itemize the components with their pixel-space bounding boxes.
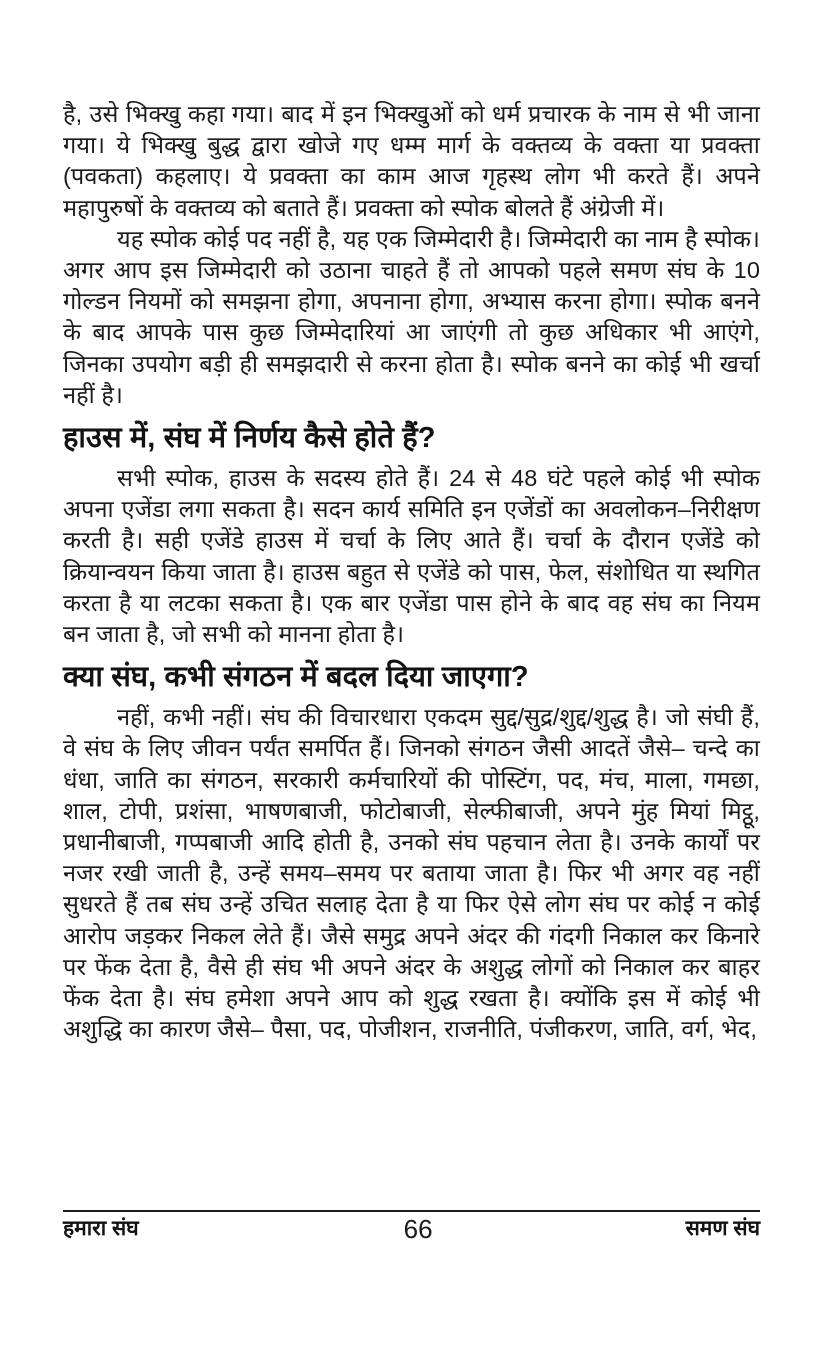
paragraph-house-agenda-process: सभी स्पोक, हाउस के सदस्य होते हैं। 24 से 48 घंटे पहले कोई भी स्पोक अपना एजेंडा लगा सकता है। सदन कार्य समिति इन एजेंडों का अवलोकन–निरीक्षण करती है। सही एजेंडे हाउस में चर्चा के लिए आते हैं। चर्चा के दौरान एजेंडे को क्रियान्वयन किया जाता है। हाउस बहुत से एजेंडे को पास, फेल, संशोधित या स्थगित करता है या लटका सकता है। एक बार एजेंडा पास होने के बाद वह संघ का नियम बन जाता है, जो सभी को मानना होता है। xyxy=(63,465,760,648)
footer-left-title: हमारा संघ xyxy=(63,1217,139,1240)
page-body-text xyxy=(63,99,760,1045)
page-number: 66 xyxy=(403,1214,433,1244)
paragraph-spoke-responsibility: यह स्पोक कोई पद नहीं है, यह एक जिम्मेदारी है। जिम्मेदारी का नाम है स्पोक। अगर आप इस जिम्मेदारी को उठाना चाहते हैं तो आपको पहले समण संघ के 10 गोल्डन नियमों को समझना होगा, अपनाना होगा, अभ्यास करना होगा। स्पोक बनने के बाद आपके पास कुछ जिम्मेदारियां आ जाएंगी तो कुछ अधिकार भी आएंगे, जिनका उपयोग बड़ी ही समझदारी से करना होता है। स्पोक बनने का कोई भी खर्चा नहीं है। xyxy=(63,225,760,408)
page-footer xyxy=(63,1210,760,1243)
footer-right-title: समण संघ xyxy=(685,1217,760,1240)
paragraph-continued-from-previous-page: है, उसे भिक्खु कहा गया। बाद में इन भिक्खुओं को धर्म प्रचारक के नाम से भी जाना गया। ये भिक्खु बुद्ध द्वारा खोजे गए धम्म मार्ग के वक्तव्य के वक्ता या प्रवक्ता (पवकता) कहलाए। ये प्रवक्ता का काम आज गृहस्थ लोग भी करते हैं। अपने महापुरुषों के वक्तव्य को बताते हैं। प्रवक्ता को स्पोक बोलते हैं अंग्रेजी में। xyxy=(63,101,760,221)
section-heading-house-decisions: हाउस में, संघ में निर्णय कैसे होते हैं? xyxy=(63,422,436,455)
paragraph-sangh-purity: नहीं, कभी नहीं। संघ की विचारधारा एकदम सुद्द/सुद्र/शुद्द/शुद्ध है। जो संघी हैं, वे संघ के लिए जीवन पर्यंत समर्पित हैं। जिनको संगठन जैसी आदतें जैसे– चन्दे का धंधा, जाति का संगठन, सरकारी कर्मचारियों की पोस्टिंग, पद, मंच, माला, गमछा, शाल, टोपी, प्रशंसा, भाषणबाजी, फोटोबाजी, सेल्फीबाजी, अपने मुंह मियां मिट्ठू, प्रधानीबाजी, गप्पबाजी आदि होती है, उनको संघ पहचान लेता है। उनके कार्यों पर नजर रखी जाती है, उन्हें समय–समय पर बताया जाता है। फिर भी अगर वह नहीं सुधरते हैं तब संघ उन्हें उचित सलाह देता है या फिर ऐसे लोग संघ पर कोई न कोई आरोप जड़कर निकल लेते हैं। जैसे समुद्र अपने अंदर की गंदगी निकाल कर किनारे पर फेंक देता है, वैसे ही संघ भी अपने अंदर के अशुद्ध लोगों को निकाल कर बाहर फेंक देता है। संघ हमेशा अपने आप को शुद्ध रखता है। क्योंकि इस में कोई भी अशुद्धि का कारण जैसे– पैसा, पद, पोजीशन, राजनीति, पंजीकरण, जाति, वर्ग, भेद, xyxy=(63,704,760,1043)
section-heading-sangh-organization: क्या संघ, कभी संगठन में बदल दिया जाएगा? xyxy=(63,661,529,694)
